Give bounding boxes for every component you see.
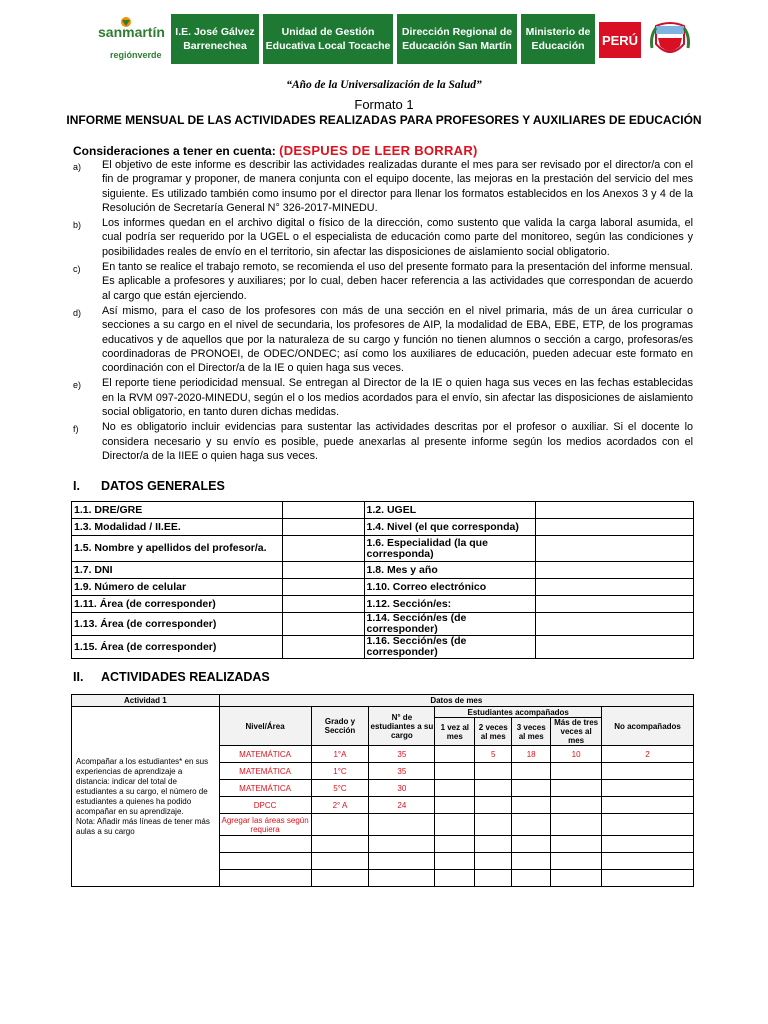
consideration-item bbox=[73, 376, 693, 419]
activity-note: Nota: Añadir más líneas de tener más aulas a su cargo bbox=[76, 816, 210, 836]
col-twice: 2 veces al mes bbox=[475, 718, 512, 746]
field-value[interactable] bbox=[536, 519, 694, 536]
col-grado: Grado y Sección bbox=[311, 707, 369, 746]
consideration-item bbox=[73, 260, 693, 303]
cell-v1[interactable] bbox=[435, 836, 475, 853]
cell-grado[interactable]: 1°C bbox=[311, 763, 369, 780]
field-value[interactable] bbox=[536, 562, 694, 579]
cell-v1[interactable] bbox=[435, 780, 475, 797]
cell-no[interactable] bbox=[602, 870, 694, 887]
field-label: 1.6. Especialidad (la que corresponda) bbox=[364, 536, 536, 562]
cell-n[interactable]: 35 bbox=[369, 746, 435, 763]
logo-name: sanmartín bbox=[98, 24, 165, 40]
general-row bbox=[72, 536, 694, 562]
cell-grado[interactable]: 2° A bbox=[311, 797, 369, 814]
page-header bbox=[86, 14, 692, 64]
col-thrice: 3 veces al mes bbox=[512, 718, 551, 746]
cell-v2[interactable] bbox=[475, 797, 512, 814]
cell-grado[interactable] bbox=[311, 836, 369, 853]
item-text: Así mismo, para el caso de los profesores con más de una sección en el nivel primaria, más de un área curricular o secciones a su cargo en el nivel de secundaria, los profesores de AIP, la modalidad de EBA, EBE, ETP, de los programas educativos y de aquellos que por la naturaleza de su cargo y función no tienen alumnos o sección a cargo, profesoras/es coordinadoras de PRONOEI, de ODEC/ONDEC; así como los auxiliares de educación, pueden adecuar este formato en coordinación con el Director/a de la IE o quien haga sus veces. bbox=[102, 304, 693, 375]
field-value[interactable] bbox=[536, 536, 694, 562]
cell-vmas[interactable] bbox=[551, 853, 602, 870]
cell-area[interactable]: Agregar las áreas según requiera bbox=[219, 814, 311, 836]
header-box-minedu: Ministerio de Educación bbox=[521, 14, 595, 64]
section-title: DATOS GENERALES bbox=[101, 479, 225, 493]
item-text: El objetivo de este informe es describir las actividades realizadas durante el mes para ser revisado por el director/a con el fin de programar y proponer, de manera conjunta con el equipo docente, las mejoras en la prestación del servicio del mes siguiente. Es utilizado también como insumo por el director para llenar los formatos establecidos en los Anexos 3 y 4 de la Resolución de Secretaría General N° 326-2017-MINEDU. bbox=[102, 159, 693, 214]
col-nivel: Nivel/Área bbox=[219, 707, 311, 746]
format-label: Formato 1 bbox=[354, 97, 414, 112]
considerations-label: Consideraciones a tener en cuenta: bbox=[73, 144, 276, 158]
field-label: 1.3. Modalidad / II.EE. bbox=[72, 519, 283, 536]
field-label: 1.2. UGEL bbox=[364, 502, 536, 519]
cell-vmas[interactable] bbox=[551, 780, 602, 797]
field-value[interactable] bbox=[282, 519, 364, 536]
cell-area[interactable]: DPCC bbox=[219, 797, 311, 814]
field-label: 1.1. DRE/GRE bbox=[72, 502, 283, 519]
cell-v2[interactable]: 5 bbox=[475, 746, 512, 763]
cell-v3[interactable] bbox=[512, 763, 551, 780]
item-letter: f) bbox=[73, 424, 79, 435]
cell-vmas[interactable]: 10 bbox=[551, 746, 602, 763]
item-text: No es obligatorio incluir evidencias para sustentar las actividades descritas por el profesor o auxiliar. Si el docente lo considera necesario y su envío es posible, puede anexarlas al presente informe según los medios acordados con el Director/a de la IIEE o quien haga sus veces. bbox=[102, 421, 693, 462]
cell-n[interactable] bbox=[369, 870, 435, 887]
activity-description-cell[interactable] bbox=[72, 707, 220, 887]
cell-v3[interactable] bbox=[512, 836, 551, 853]
cell-v1[interactable] bbox=[435, 763, 475, 780]
field-label: 1.4. Nivel (el que corresponda) bbox=[364, 519, 536, 536]
cell-no[interactable]: 2 bbox=[602, 746, 694, 763]
cell-v2[interactable] bbox=[475, 853, 512, 870]
field-value[interactable] bbox=[282, 579, 364, 596]
field-label: 1.16. Sección/es (de corresponder) bbox=[364, 636, 536, 659]
activity-description: Acompañar a los estudiantes* en sus experiencias de aprendizaje a distancia: indicar del total de estudiantes a su cargo, el número de estudiantes a quienes ha podido acompañar en su aprendizaje. bbox=[76, 756, 209, 816]
cell-n[interactable] bbox=[369, 814, 435, 836]
cell-v3[interactable] bbox=[512, 814, 551, 836]
item-letter: e) bbox=[73, 380, 82, 391]
logo-sub: regiónverde bbox=[110, 50, 162, 60]
field-value[interactable] bbox=[536, 502, 694, 519]
activity-label: Actividad 1 bbox=[72, 695, 220, 707]
general-row bbox=[72, 596, 694, 613]
general-row bbox=[72, 636, 694, 659]
item-letter: c) bbox=[73, 264, 81, 275]
peru-badge: PERÚ bbox=[599, 22, 641, 58]
item-letter: d) bbox=[73, 307, 82, 318]
field-value[interactable] bbox=[282, 562, 364, 579]
cell-n[interactable]: 30 bbox=[369, 780, 435, 797]
cell-area[interactable]: MATEMÁTICA bbox=[219, 763, 311, 780]
header-box-dre: Dirección Regional de Educación San Martín bbox=[397, 14, 517, 64]
cell-no[interactable] bbox=[602, 853, 694, 870]
item-letter: b) bbox=[73, 220, 82, 231]
cell-vmas[interactable] bbox=[551, 836, 602, 853]
cell-v1[interactable] bbox=[435, 870, 475, 887]
section-heading-general bbox=[73, 479, 225, 493]
field-value[interactable] bbox=[282, 502, 364, 519]
field-label: 1.9. Número de celular bbox=[72, 579, 283, 596]
cell-vmas[interactable] bbox=[551, 763, 602, 780]
item-text: Los informes quedan en el archivo digital o físico de la dirección, como sustento que valida la carga laboral asumida, el cual podría ser requerido por la UGEL o el especialista de educación como parte del monitoreo, según las condiciones y posibilidades reales de envío en el territorio, sin afectar las disposiciones de aislamiento social obligatorio. bbox=[102, 217, 693, 258]
field-label: 1.12. Sección/es: bbox=[364, 596, 536, 613]
field-value[interactable] bbox=[282, 596, 364, 613]
item-text: El reporte tiene periodicidad mensual. Se entregan al Director de la IE o quien haga sus veces en las fechas establecidas en la RVM 097-2020-MINEDU, según el o los medios acordados para el envío, sin afectar las disposiciones de aislamiento social obligatorio, en tanto duren dichas medidas. bbox=[102, 377, 693, 419]
cell-area[interactable]: MATEMÁTICA bbox=[219, 780, 311, 797]
field-label: 1.10. Correo electrónico bbox=[364, 579, 536, 596]
cell-no[interactable] bbox=[602, 836, 694, 853]
section-number: II. bbox=[73, 670, 84, 684]
field-value[interactable] bbox=[536, 636, 694, 659]
cell-n[interactable]: 35 bbox=[369, 763, 435, 780]
field-value[interactable] bbox=[536, 596, 694, 613]
cell-vmas[interactable] bbox=[551, 797, 602, 814]
cell-v3[interactable]: 18 bbox=[512, 746, 551, 763]
general-data-table bbox=[71, 501, 694, 659]
cell-v1[interactable] bbox=[435, 746, 475, 763]
cell-v3[interactable] bbox=[512, 870, 551, 887]
field-label: 1.13. Área (de corresponder) bbox=[72, 613, 283, 636]
cell-v3[interactable] bbox=[512, 797, 551, 814]
col-more: Más de tres veces al mes bbox=[551, 718, 602, 746]
header-box-school: I.E. José Gálvez Barrenechea bbox=[171, 14, 259, 64]
field-label: 1.11. Área (de corresponder) bbox=[72, 596, 283, 613]
cell-area[interactable]: MATEMÁTICA bbox=[219, 746, 311, 763]
cell-area[interactable] bbox=[219, 853, 311, 870]
col-accompanied: Estudiantes acompañados bbox=[435, 707, 602, 718]
cell-v1[interactable] bbox=[435, 853, 475, 870]
cell-v3[interactable] bbox=[512, 780, 551, 797]
section-heading-activities bbox=[73, 670, 270, 684]
cell-v2[interactable] bbox=[475, 836, 512, 853]
year-motto: “Año de la Universalización de la Salud” bbox=[286, 79, 482, 91]
header-box-ugel: Unidad de Gestión Educativa Local Tocache bbox=[263, 14, 393, 64]
cell-no[interactable] bbox=[602, 797, 694, 814]
cell-vmas[interactable] bbox=[551, 814, 602, 836]
consideration-item bbox=[73, 420, 693, 463]
considerations-heading bbox=[73, 143, 478, 158]
cell-n[interactable]: 24 bbox=[369, 797, 435, 814]
coat-of-arms-icon bbox=[648, 16, 692, 62]
cell-grado[interactable] bbox=[311, 870, 369, 887]
field-value[interactable] bbox=[536, 613, 694, 636]
field-value[interactable] bbox=[282, 536, 364, 562]
cell-v2[interactable] bbox=[475, 814, 512, 836]
item-letter: a) bbox=[73, 162, 82, 172]
col-once: 1 vez al mes bbox=[435, 718, 475, 746]
field-label: 1.14. Sección/es (de corresponder) bbox=[364, 613, 536, 636]
item-text: En tanto se realice el trabajo remoto, se recomienda el uso del presente formato para la presentación del informe mensual. Es aplicable a profesores y auxiliares; por lo cual, deben hacer referencia a las actividades que correspondan de acuerdo al cargo que están ejerciendo. bbox=[102, 261, 693, 302]
field-label: 1.8. Mes y año bbox=[364, 562, 536, 579]
general-row bbox=[72, 519, 694, 536]
general-row bbox=[72, 613, 694, 636]
cell-v2[interactable] bbox=[475, 870, 512, 887]
cell-no[interactable] bbox=[602, 763, 694, 780]
cell-grado[interactable]: 5°C bbox=[311, 780, 369, 797]
page-title: INFORME MENSUAL DE LAS ACTIVIDADES REALIZADAS PARA PROFESORES Y AUXILIARES DE EDUCACIÓN bbox=[66, 113, 702, 127]
col-num-students: N° de estudiantes a su cargo bbox=[369, 707, 435, 746]
region-logo bbox=[86, 14, 170, 64]
cell-area[interactable] bbox=[219, 870, 311, 887]
cell-v3[interactable] bbox=[512, 853, 551, 870]
activities-table bbox=[71, 694, 694, 887]
general-row bbox=[72, 579, 694, 596]
cell-n[interactable] bbox=[369, 836, 435, 853]
section-number: I. bbox=[73, 479, 80, 493]
cell-grado[interactable]: 1°A bbox=[311, 746, 369, 763]
cell-v1[interactable] bbox=[435, 814, 475, 836]
cell-n[interactable] bbox=[369, 853, 435, 870]
cell-grado[interactable] bbox=[311, 853, 369, 870]
cell-area[interactable] bbox=[219, 836, 311, 853]
section-title: ACTIVIDADES REALIZADAS bbox=[101, 670, 270, 684]
consideration-item bbox=[73, 304, 693, 375]
field-value[interactable] bbox=[536, 579, 694, 596]
col-not-accompanied: No acompañados bbox=[602, 707, 694, 746]
general-row bbox=[72, 502, 694, 519]
cell-v1[interactable] bbox=[435, 797, 475, 814]
consideration-item bbox=[73, 216, 693, 259]
cell-no[interactable] bbox=[602, 814, 694, 836]
considerations-list bbox=[73, 158, 693, 464]
general-row bbox=[72, 562, 694, 579]
field-value[interactable] bbox=[282, 613, 364, 636]
field-label: 1.5. Nombre y apellidos del profesor/a. bbox=[72, 536, 283, 562]
field-value[interactable] bbox=[282, 636, 364, 659]
delete-warning: (DESPUES DE LEER BORRAR) bbox=[279, 143, 478, 158]
cell-v2[interactable] bbox=[475, 780, 512, 797]
cell-grado[interactable] bbox=[311, 814, 369, 836]
month-data-header: Datos de mes bbox=[219, 695, 693, 707]
cell-vmas[interactable] bbox=[551, 870, 602, 887]
field-label: 1.7. DNI bbox=[72, 562, 283, 579]
cell-no[interactable] bbox=[602, 780, 694, 797]
field-label: 1.15. Área (de corresponder) bbox=[72, 636, 283, 659]
cell-v2[interactable] bbox=[475, 763, 512, 780]
consideration-item bbox=[73, 158, 693, 215]
